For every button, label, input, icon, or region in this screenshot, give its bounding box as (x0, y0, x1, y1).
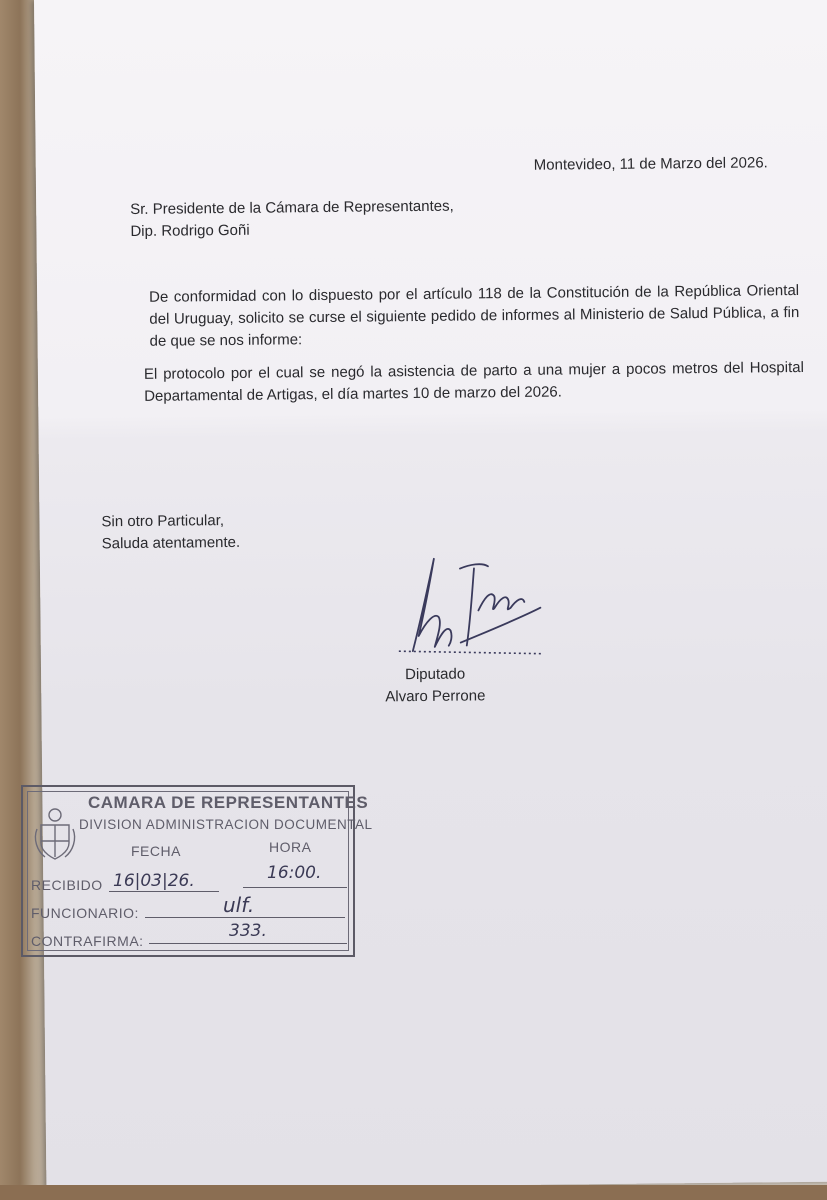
contrafirma-line (149, 943, 347, 944)
stamp-division: DIVISION ADMINISTRACION DOCUMENTAL (79, 817, 373, 832)
coat-of-arms-seal (33, 805, 77, 861)
recibido-hora-value: 16:00. (267, 863, 322, 883)
recipient-line-2: Dip. Rodrigo Goñi (130, 221, 250, 241)
recibido-hora-line (243, 887, 347, 888)
stamp-col-hora: HORA (269, 839, 312, 855)
funcionario-line (145, 917, 345, 918)
body-paragraph-2: El protocolo por el cual se negó la asistencia de parto a una mujer a pocos metros del Hospital Departamental de Artigas, el día martes 10 de marzo del 2026. (143, 358, 804, 405)
recibido-fecha-value: 16|03|26. (113, 871, 195, 891)
stamp-title: CAMARA DE REPRESENTANTES (88, 793, 369, 812)
contrafirma-value: 333. (229, 921, 267, 941)
body-paragraph-1: De conformidad con lo dispuesto por el artículo 118 de la Constitución de la República Oriental del Uruguay, solicito se curse el siguiente pedido de informes al Ministerio de Salud Pública, a fin de que se nos informe: (149, 282, 800, 350)
funcionario-value: ulf. (223, 893, 255, 917)
signer-title: Diputado (404, 665, 466, 684)
stamp-label-funcionario: FUNCIONARIO: (31, 905, 139, 921)
recipient-line-1: Sr. Presidente de la Cámara de Representantes, (130, 197, 454, 219)
place-date: Montevideo, 11 de Marzo del 2026. (533, 154, 768, 174)
letter-page (34, 0, 827, 1190)
signer-name: Alvaro Perrone (385, 687, 486, 706)
stamp-col-fecha: FECHA (131, 843, 181, 859)
closing-line-1: Sin otro Particular, (101, 512, 225, 531)
stamp-label-recibido: RECIBIDO (31, 877, 103, 893)
reception-stamp (21, 785, 373, 957)
recibido-fecha-line (109, 891, 219, 892)
table-surface (0, 1185, 827, 1200)
closing-line-2: Saluda atentamente. (101, 533, 241, 553)
handwritten-signature (390, 550, 561, 672)
stamp-label-contrafirma: CONTRAFIRMA: (31, 933, 144, 949)
